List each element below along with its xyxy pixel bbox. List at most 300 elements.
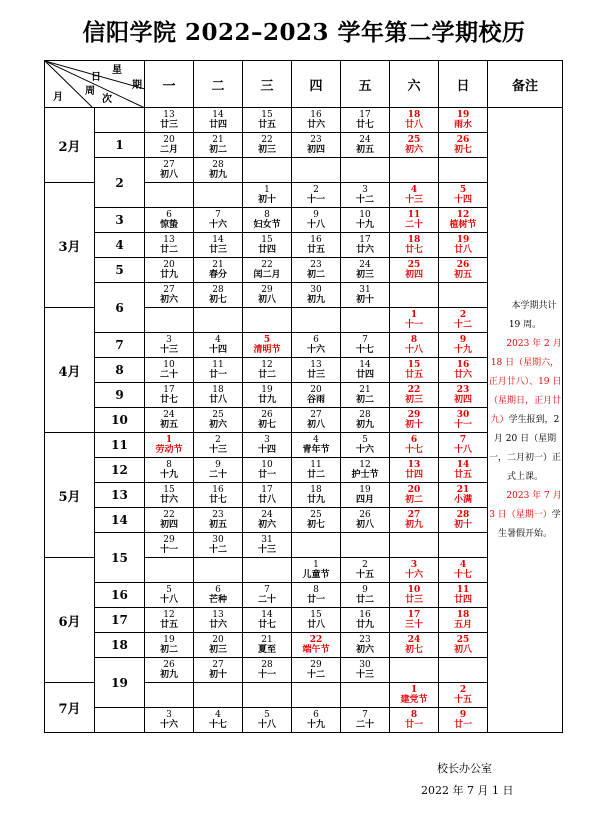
lunar-label: 廿四 [355,370,374,380]
lunar-label: 廿六 [208,620,227,630]
day-cell-sun [439,683,488,708]
month-label: 7月 [45,683,95,733]
day-cell-sun [439,183,488,208]
lunar-label: 十四 [453,195,472,205]
school-calendar-table [44,60,563,733]
day-cell-sat [390,233,439,258]
date-number: 17 [261,485,273,495]
note-registration [488,335,562,487]
day-cell-sat [390,208,439,233]
date-number: 8 [410,710,418,720]
month-label: 5月 [45,433,95,558]
week-number: 17 [95,608,145,633]
calendar-row [45,358,563,383]
calendar-body [45,108,563,733]
lunar-label: 初十 [208,670,227,680]
lunar-label: 初二 [159,645,178,655]
lunar-label: 二十 [355,720,374,730]
day-cell-sun [439,308,488,333]
day-cell-sat [390,183,439,208]
day-cell-fri [341,533,390,558]
day-cell-wed [243,333,292,358]
lunar-label: 春分 [208,270,227,280]
date-number: 11 [456,585,470,595]
lunar-label: 五月 [453,620,472,630]
note-vacation [488,487,562,544]
date-number: 1 [313,560,319,570]
corner-label-ri: 日 [91,72,101,83]
day-cell-sat [390,558,439,583]
date-number: 21 [212,135,224,145]
day-cell-thu [292,408,341,433]
date-number: 30 [456,410,470,420]
day-cell-sun [439,533,488,558]
lunar-label: 芒种 [208,595,227,605]
lunar-label: 初六 [257,520,276,530]
date-number: 18 [407,110,421,120]
date-number: 26 [456,260,470,270]
week-number [95,708,145,733]
week-number: 14 [95,508,145,533]
week-number: 3 [95,208,145,233]
lunar-label: 初六 [159,295,178,305]
date-number: 13 [163,110,175,120]
day-cell-sat [390,283,439,308]
lunar-label: 十六 [208,220,227,230]
day-cell-sat [390,408,439,433]
lunar-label: 十三 [355,670,374,680]
week-number: 18 [95,633,145,658]
calendar-row [45,458,563,483]
date-number: 3 [362,185,368,195]
day-cell-fri [341,458,390,483]
day-cell-thu [292,583,341,608]
day-cell-mon [145,158,194,183]
note-vacation-date: 2023 年 7 月 3 日（星期一） [489,490,562,520]
date-number: 20 [407,485,421,495]
week-number: 1 [95,133,145,158]
lunar-label: 十二 [453,320,472,330]
lunar-label: 初六 [404,145,423,155]
date-number: 13 [310,360,322,370]
date-number: 7 [362,710,368,720]
date-number: 18 [456,610,470,620]
day-cell-wed [243,683,292,708]
lunar-label: 初二 [404,495,423,505]
day-cell-fri [341,208,390,233]
day-cell-wed [243,508,292,533]
lunar-label: 廿六 [355,245,374,255]
day-cell-tue [194,408,243,433]
date-number: 2 [459,310,467,320]
lunar-label: 初九 [159,670,178,680]
day-cell-thu [292,333,341,358]
week-number: 2 [95,158,145,208]
date-number: 3 [166,335,172,345]
day-cell-mon [145,233,194,258]
footer-date: 2022 年 7 月 1 日 [421,784,514,797]
lunar-label: 廿一 [404,720,423,730]
lunar-label: 廿九 [355,620,374,630]
day-cell-fri [341,408,390,433]
lunar-label: 十三 [257,545,276,555]
date-number: 26 [359,510,371,520]
lunar-label: 廿一 [453,720,472,730]
date-number: 24 [163,410,175,420]
date-number: 3 [166,710,172,720]
date-number: 19 [163,635,175,645]
date-number: 9 [313,210,319,220]
day-cell-wed [243,483,292,508]
date-number: 27 [163,160,175,170]
date-number: 19 [359,485,371,495]
lunar-label: 廿八 [404,120,423,130]
date-number: 10 [359,210,371,220]
lunar-label: 初八 [453,645,472,655]
lunar-label: 十七 [404,445,423,455]
day-cell-thu [292,358,341,383]
day-cell-sat [390,108,439,133]
lunar-label: 廿四 [257,245,276,255]
date-number: 1 [165,435,173,445]
date-number: 2 [313,185,319,195]
lunar-label: 廿七 [159,395,178,405]
day-cell-thu [292,208,341,233]
date-number: 28 [359,410,371,420]
day-cell-fri [341,508,390,533]
date-number: 15 [261,110,273,120]
date-number: 29 [407,410,421,420]
date-number: 26 [261,410,273,420]
date-number: 31 [261,535,273,545]
day-header-sun: 日 [439,61,488,108]
lunar-label: 十二 [355,195,374,205]
day-cell-fri [341,483,390,508]
day-cell-wed [243,533,292,558]
day-cell-wed [243,708,292,733]
day-cell-thu [292,258,341,283]
date-number: 14 [212,235,224,245]
lunar-label: 十二 [306,670,325,680]
day-cell-wed [243,633,292,658]
day-cell-tue [194,158,243,183]
day-cell-fri [341,558,390,583]
day-cell-mon [145,408,194,433]
lunar-label: 二十 [257,595,276,605]
lunar-label: 十五 [355,570,374,580]
day-cell-sun [439,158,488,183]
corner-label-ci: 次 [102,94,112,105]
date-number: 17 [359,235,371,245]
day-cell-mon [145,383,194,408]
day-cell-sun [439,633,488,658]
day-cell-fri [341,708,390,733]
date-number: 27 [310,410,322,420]
day-cell-fri [341,633,390,658]
day-cell-sun [439,358,488,383]
date-number: 6 [313,710,319,720]
page-title: 信阳学院 2022–2023 学年第二学期校历 [82,19,526,46]
calendar-row [45,533,563,558]
date-number: 25 [407,135,421,145]
day-cell-wed [243,258,292,283]
date-number: 23 [310,135,322,145]
day-cell-fri [341,583,390,608]
lunar-label: 小满 [453,495,472,505]
week-number: 11 [95,433,145,458]
date-number: 27 [163,285,175,295]
day-cell-mon [145,108,194,133]
date-number: 1 [410,310,418,320]
date-number: 2 [459,685,467,695]
date-number: 8 [410,335,418,345]
lunar-label: 初四 [159,520,178,530]
day-cell-mon [145,258,194,283]
day-header-wed: 三 [243,61,292,108]
calendar-row [45,708,563,733]
lunar-label: 十七 [208,720,227,730]
day-cell-thu [292,708,341,733]
lunar-label: 端午节 [302,645,330,655]
day-cell-wed [243,458,292,483]
day-cell-tue [194,133,243,158]
week-number: 10 [95,408,145,433]
header-corner [45,61,145,108]
lunar-label: 初四 [306,145,325,155]
lunar-label: 初十 [453,520,472,530]
date-number: 2 [215,435,221,445]
date-number: 3 [264,435,270,445]
date-number: 25 [456,635,470,645]
lunar-label: 清明节 [253,345,281,355]
day-cell-sun [439,558,488,583]
lunar-label: 廿六 [453,370,472,380]
day-cell-thu [292,433,341,458]
lunar-label: 廿五 [306,245,325,255]
day-cell-mon [145,183,194,208]
lunar-label: 廿五 [257,120,276,130]
lunar-label: 十八 [404,345,423,355]
lunar-label: 初六 [355,645,374,655]
day-cell-mon [145,683,194,708]
day-cell-tue [194,233,243,258]
day-cell-wed [243,358,292,383]
lunar-label: 廿九 [159,270,178,280]
day-cell-thu [292,608,341,633]
day-header-tue: 二 [194,61,243,108]
lunar-label: 廿一 [257,470,276,480]
date-number: 24 [359,135,371,145]
lunar-label: 初九 [355,420,374,430]
date-number: 18 [212,385,224,395]
date-number: 16 [212,485,224,495]
date-number: 3 [410,560,418,570]
lunar-label: 初六 [208,420,227,430]
lunar-label: 妇女节 [253,220,281,230]
day-cell-sat [390,533,439,558]
day-cell-sat [390,683,439,708]
date-number: 21 [212,260,224,270]
day-cell-fri [341,183,390,208]
lunar-label: 十六 [404,570,423,580]
day-cell-fri [341,333,390,358]
day-cell-thu [292,458,341,483]
date-number: 9 [459,710,467,720]
corner-label-xing: 星 [112,65,122,76]
month-label: 3月 [45,183,95,308]
lunar-label: 十九 [453,345,472,355]
day-cell-sun [439,208,488,233]
date-number: 17 [163,385,175,395]
date-number: 11 [407,210,421,220]
day-cell-mon [145,483,194,508]
lunar-label: 初九 [306,295,325,305]
date-number: 5 [459,185,467,195]
date-number: 4 [410,185,418,195]
week-number: 6 [95,283,145,333]
day-cell-tue [194,533,243,558]
date-number: 17 [359,110,371,120]
lunar-label: 十四 [257,445,276,455]
lunar-label: 儿童节 [302,570,330,580]
date-number: 4 [215,710,221,720]
week-number [95,108,145,133]
note-header: 备注 [488,61,563,108]
date-number: 24 [359,260,371,270]
day-cell-mon [145,358,194,383]
date-number: 22 [407,385,421,395]
lunar-label: 青年节 [302,445,330,455]
date-number: 30 [212,535,224,545]
lunar-label: 十八 [453,445,472,455]
lunar-label: 十一 [306,195,325,205]
lunar-label: 廿七 [404,245,423,255]
corner-label-zhou: 周 [85,86,95,97]
lunar-label: 十八 [306,220,325,230]
date-number: 23 [310,260,322,270]
day-cell-thu [292,683,341,708]
lunar-label: 初九 [404,520,423,530]
date-number: 12 [359,460,371,470]
day-cell-thu [292,233,341,258]
lunar-label: 十八 [159,595,178,605]
day-cell-thu [292,658,341,683]
lunar-label: 十四 [208,345,227,355]
lunar-label: 十五 [453,695,472,705]
date-number: 16 [456,360,470,370]
day-cell-wed [243,208,292,233]
day-cell-sat [390,383,439,408]
day-cell-sat [390,258,439,283]
lunar-label: 廿六 [159,495,178,505]
date-number: 19 [261,385,273,395]
lunar-label: 初七 [208,295,227,305]
day-cell-fri [341,258,390,283]
calendar-row [45,658,563,683]
date-number: 8 [313,585,319,595]
day-cell-sat [390,308,439,333]
day-cell-fri [341,108,390,133]
lunar-label: 十七 [453,570,472,580]
day-cell-sat [390,358,439,383]
date-number: 14 [212,110,224,120]
lunar-label: 廿八 [208,395,227,405]
day-cell-wed [243,408,292,433]
day-cell-mon [145,608,194,633]
date-number: 18 [407,235,421,245]
lunar-label: 初三 [257,145,276,155]
day-cell-sun [439,283,488,308]
date-number: 23 [359,635,371,645]
lunar-label: 廿四 [208,120,227,130]
date-number: 15 [310,610,322,620]
lunar-label: 二十 [404,220,423,230]
day-cell-tue [194,608,243,633]
lunar-label: 十一 [453,420,472,430]
lunar-label: 初七 [257,420,276,430]
week-number: 8 [95,358,145,383]
lunar-label: 植树节 [449,220,477,230]
day-cell-tue [194,258,243,283]
lunar-label: 四月 [355,495,374,505]
day-cell-mon [145,208,194,233]
day-cell-fri [341,608,390,633]
lunar-label: 初三 [355,270,374,280]
day-cell-fri [341,133,390,158]
day-cell-sun [439,133,488,158]
day-cell-thu [292,308,341,333]
date-number: 14 [261,610,273,620]
month-label: 2月 [45,108,95,183]
lunar-label: 十七 [355,345,374,355]
lunar-label: 二十 [208,470,227,480]
lunar-label: 廿一 [306,595,325,605]
calendar-row [45,133,563,158]
day-cell-tue [194,383,243,408]
day-cell-sun [439,658,488,683]
day-cell-sat [390,483,439,508]
lunar-label: 廿一 [208,370,227,380]
lunar-label: 十一 [159,545,178,555]
day-cell-thu [292,383,341,408]
lunar-label: 十六 [159,720,178,730]
day-cell-mon [145,558,194,583]
day-cell-tue [194,683,243,708]
date-number: 17 [407,610,421,620]
lunar-label: 二十 [159,370,178,380]
date-number: 15 [407,360,421,370]
date-number: 4 [459,560,467,570]
date-number: 13 [163,235,175,245]
lunar-label: 廿三 [404,595,423,605]
day-cell-sun [439,708,488,733]
lunar-label: 廿五 [404,370,423,380]
day-cell-tue [194,708,243,733]
lunar-label: 初五 [355,145,374,155]
date-number: 14 [359,360,371,370]
day-cell-thu [292,558,341,583]
date-number: 30 [359,660,371,670]
corner-label-yue: 月 [53,92,63,103]
day-cell-sat [390,583,439,608]
day-cell-wed [243,158,292,183]
day-header-mon: 一 [145,61,194,108]
date-number: 29 [163,535,175,545]
date-number: 22 [163,510,175,520]
day-cell-sat [390,708,439,733]
date-number: 1 [410,685,418,695]
day-cell-sat [390,608,439,633]
